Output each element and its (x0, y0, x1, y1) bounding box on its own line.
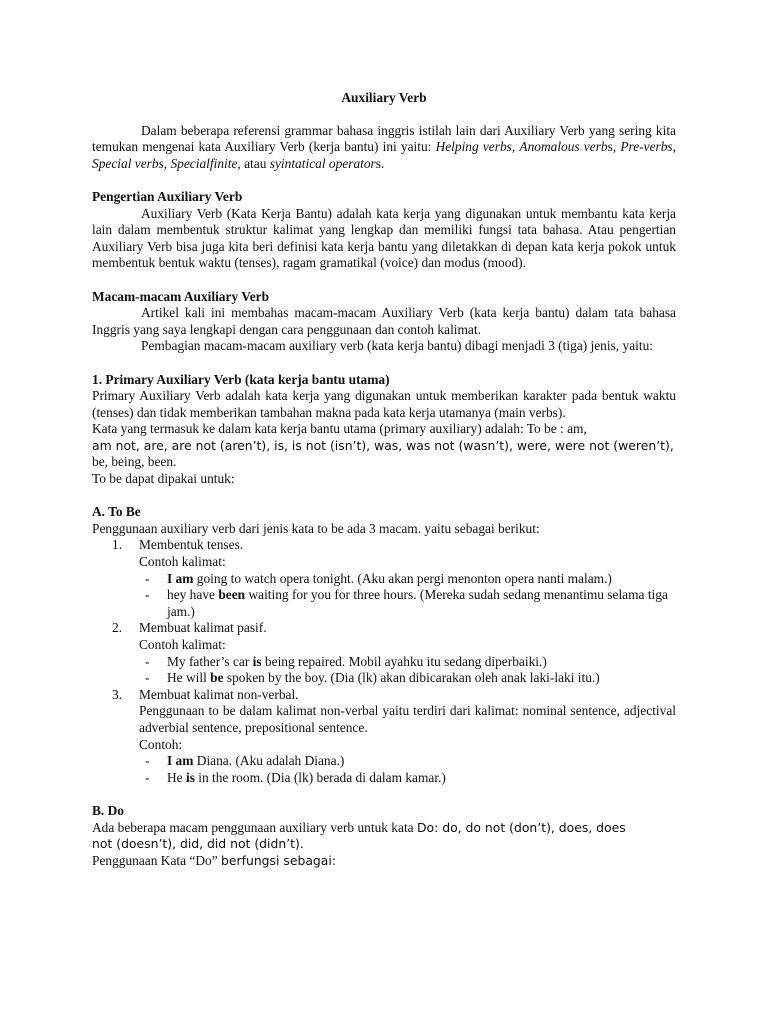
section-heading-primary: 1. Primary Auxiliary Verb (kata kerja bantu utama) (92, 371, 390, 387)
section-heading-tobe: A. To Be (92, 504, 141, 520)
intro-term: Helping verbs (435, 139, 512, 155)
intro-term: Special verbs (92, 155, 164, 171)
primary-paragraph-3: To be dapat dipakai untuk: (92, 471, 235, 487)
list-item-non-verbal (92, 687, 676, 753)
document-body (92, 90, 676, 869)
list-item-sub: Contoh kalimat: (139, 554, 226, 570)
example-item (92, 571, 676, 588)
example-post: waiting for you for three hours. (Mereka sudah sedang menantimu selama tiga jam.) (167, 587, 668, 619)
intro-paragraph (92, 123, 676, 173)
primary-paragraph-2 (92, 421, 676, 471)
pengertian-paragraph: Auxiliary Verb (Kata Kerja Bantu) adalah kata kerja yang digunakan untuk membantu kata kerja lain dalam membentuk struktur kalimat yang lengkap dan memiliki fungsi tata bahasa. Atau pengertian Auxiliary Verb bisa juga kita beri definisi kata kerja bantu yang diletakkan di depan kata kerja pokok untuk membentuk bentuk waktu (tenses), ragam gramatikal (voice) dan modus (mood). (92, 205, 676, 271)
section-heading-pengertian: Pengertian Auxiliary Verb (92, 188, 243, 204)
example-post: Diana. (Aku adalah Diana.) (193, 753, 345, 769)
intro-sep: , (511, 139, 520, 155)
intro-sep: s, (607, 139, 621, 155)
primary-line: be, being, been. (92, 454, 177, 470)
section-heading-do: B. Do (92, 802, 124, 818)
list-item-tenses (92, 537, 676, 570)
example-item (92, 753, 676, 770)
list-number: 3. (112, 686, 123, 702)
intro-sep: s. (375, 155, 385, 171)
intro-sep: , atau (237, 155, 270, 171)
example-bold: be (210, 670, 224, 686)
example-bold: I am (167, 570, 194, 586)
intro-sep: , (672, 139, 676, 155)
tobe-intro: Penggunaan auxiliary verb dari jenis kata to be ada 3 macam. yaitu sebagai berikut: (92, 520, 540, 536)
example-bold: is (252, 653, 262, 669)
list-item-pasif (92, 620, 676, 653)
list-item-label: Membuat kalimat non-verbal. (139, 686, 299, 702)
page-title: Auxiliary Verb (341, 90, 427, 105)
example-item (92, 670, 676, 687)
primary-line: am not, are, are not (aren’t), is, is not (isn’t), was, was not (wasn’t), were, were not (weren’t), (92, 437, 674, 453)
list-number: 2. (112, 620, 123, 636)
do-forms-cont: not (doesn’t), did, did not (didn’t). (92, 836, 304, 852)
dash-bullet: - (145, 670, 150, 686)
list-item-label: Membuat kalimat pasif. (139, 620, 267, 636)
do-paragraph-2 (92, 853, 676, 870)
example-bold: I am (167, 753, 194, 769)
example-post: spoken by the boy. (Dia (lk) akan dibicarakan oleh anak laki-laki itu.) (223, 670, 600, 686)
list-item-desc: Penggunaan to be dalam kalimat non-verbal yaitu terdiri dari kalimat: nominal sentence, adjectival adverbial sentence, prepositional sentence. (139, 703, 676, 735)
intro-sep: , (163, 155, 171, 171)
macam-paragraph-1: Artikel kali ini membahas macam-macam Auxiliary Verb (kata kerja bantu) dalam tata bahasa Inggris yang saya lengkapi dengan cara penggunaan dan contoh kalimat. (92, 305, 676, 337)
example-bold: is (185, 769, 195, 785)
list-item-sub: Contoh kalimat: (139, 637, 226, 652)
example-item (92, 770, 676, 787)
intro-term: Pre-verbs (620, 139, 673, 155)
dash-bullet: - (145, 653, 150, 669)
dash-bullet: - (145, 753, 150, 769)
example-pre: My father’s car (167, 653, 253, 669)
list-item-label: Membentuk tenses. (139, 537, 244, 553)
section-heading-macam: Macam-macam Auxiliary Verb (92, 288, 270, 304)
example-item (92, 654, 676, 671)
dash-bullet: - (145, 570, 150, 586)
dash-bullet: - (145, 769, 150, 785)
example-post: being repaired. Mobil ayahku itu sedang diperbaiki.) (261, 653, 547, 669)
dash-bullet: - (145, 587, 150, 603)
intro-term: Anomalous verb (519, 139, 608, 155)
list-item-sub: Contoh: (139, 736, 183, 752)
list-number: 1. (112, 537, 123, 553)
do-text: Ada beberapa macam penggunaan auxiliary verb untuk kata (92, 819, 417, 835)
primary-line: Kata yang termasuk ke dalam kata kerja bantu utama (primary auxiliary) adalah: To be : am, (92, 421, 587, 437)
example-post: in the room. (Dia (lk) berada di dalam kamar.) (194, 769, 446, 785)
example-post: going to watch opera tonight. (Aku akan pergi menonton opera nanti malam.) (193, 570, 612, 586)
do-text: Penggunaan Kata “Do” (92, 852, 222, 868)
intro-text: Dalam beberapa referensi grammar bahasa inggris istilah lain dari Auxiliary Verb yang sering kita temukan mengenai kata Auxiliary Verb (kerja bantu) ini yaitu: (92, 122, 676, 155)
do-text-sans: berfungsi sebagai: (221, 852, 336, 868)
intro-term: Specialfinite (170, 155, 238, 171)
do-paragraph-1 (92, 820, 676, 837)
example-pre: He will (167, 670, 211, 686)
intro-term: syintatical operator (269, 155, 376, 171)
example-item (92, 587, 676, 620)
example-bold: been (218, 587, 246, 603)
example-pre: hey have (167, 587, 219, 603)
macam-paragraph-2: Pembagian macam-macam auxiliary verb (kata kerja bantu) dibagi menjadi 3 (tiga) jenis, yaitu: (141, 338, 654, 354)
do-forms: Do: do, do not (don’t), does, does (416, 819, 626, 835)
example-pre: He (167, 769, 186, 785)
primary-paragraph-1: Primary Auxiliary Verb adalah kata kerja yang digunakan untuk memberikan karakter pada bentuk waktu (tenses) dan tidak memberikan tambahan makna pada kata kerja utamanya (main verbs). (92, 388, 676, 420)
